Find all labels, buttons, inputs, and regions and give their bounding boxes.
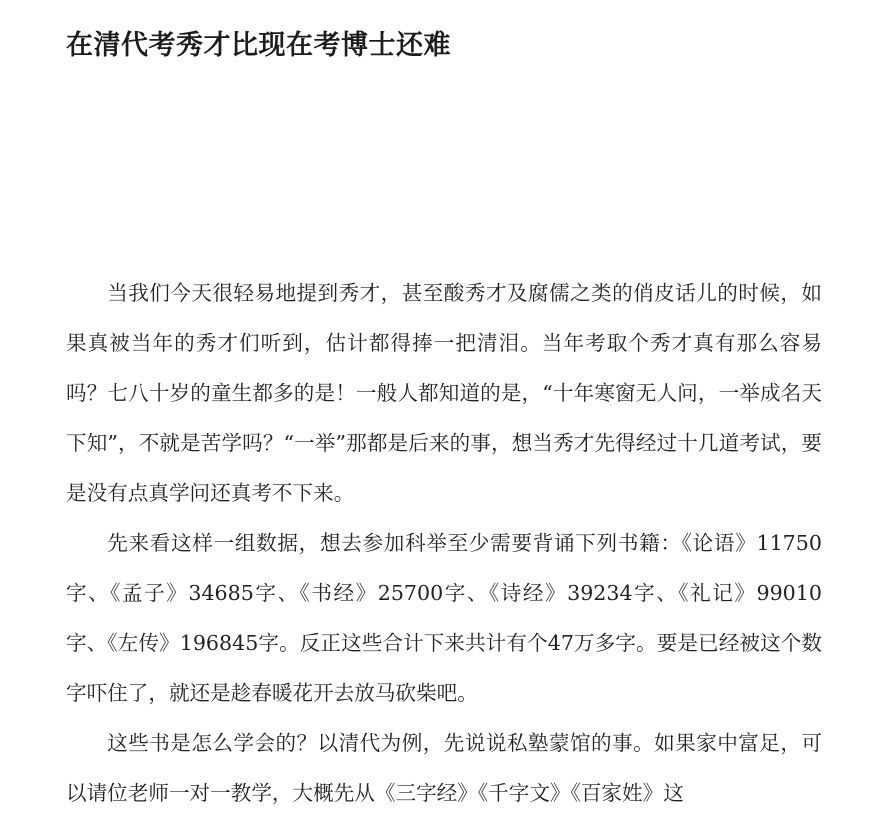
paragraph-2: 先来看这样一组数据，想去参加科举至少需要背诵下列书籍：《论语》11750字、《孟子》34685字、《书经》25700字、《诗经》39234字、《礼记》99010字、《左传》196845字。反正这些合计下来共计有个47万多字。要是已经被这个数字吓住了，就还是趁春暖花开去放马砍柴吧。 xyxy=(66,531,822,705)
paragraph-3: 这些书是怎么学会的？以清代为例，先说说私塾蒙馆的事。如果家中富足，可以请位老师一对一教学，大概先从《三字经》《千字文》《百家姓》这 xyxy=(66,731,822,805)
paragraph-1: 当我们今天很轻易地提到秀才，甚至酸秀才及腐儒之类的俏皮话儿的时候，如果真被当年的秀才们听到，估计都得捧一把清泪。当年考取个秀才真有那么容易吗？七八十岁的童生都多的是！一般人都知道的是，“十年寒窗无人问，一举成名天下知”，不就是苦学吗？“一举”那都是后来的事，想当秀才先得经过十几道考试，要是没有点真学问还真考不下来。 xyxy=(66,281,822,505)
article-title: 在清代考秀才比现在考博士还难 xyxy=(66,30,451,61)
article-body xyxy=(66,268,822,818)
